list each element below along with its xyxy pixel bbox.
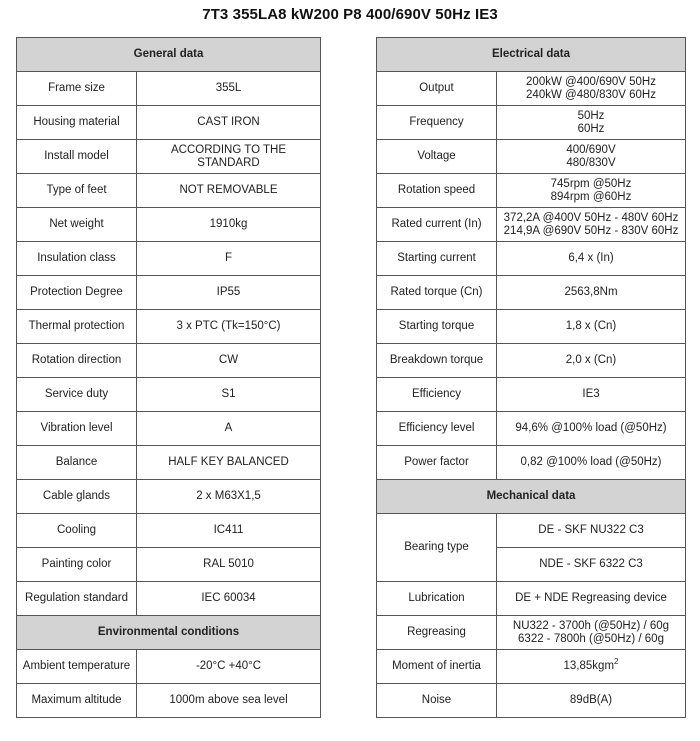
- noise-value: 89dB(A): [497, 684, 686, 718]
- table-row: [377, 208, 686, 242]
- thermal-protection-value: 3 x PTC (Tk=150°C): [137, 310, 321, 344]
- efficiency-value: IE3: [497, 378, 686, 412]
- table-row: [17, 276, 321, 310]
- power-factor-label: Power factor: [377, 446, 497, 480]
- electrical-data-header: Electrical data: [377, 38, 686, 72]
- breakdown-torque-label: Breakdown torque: [377, 344, 497, 378]
- output-value: [497, 72, 686, 106]
- table-row: [377, 378, 686, 412]
- table-row: [17, 174, 321, 208]
- table-row: [377, 276, 686, 310]
- regreasing-value-line-1: NU322 - 3700h (@50Hz) / 60g: [512, 619, 670, 632]
- ambient-temperature-label: Ambient temperature: [17, 650, 137, 684]
- table-row: [17, 106, 321, 140]
- rated-current-in-value: [497, 208, 686, 242]
- regreasing-label: Regreasing: [377, 616, 497, 650]
- table-row: [17, 344, 321, 378]
- table-row: [17, 684, 321, 718]
- table-row: [17, 514, 321, 548]
- rated-torque-cn-label: Rated torque (Cn): [377, 276, 497, 310]
- install-model-label: Install model: [17, 140, 137, 174]
- regulation-standard-value: IEC 60034: [137, 582, 321, 616]
- table-row: [17, 650, 321, 684]
- output-value-line-1: 200kW @400/690V 50Hz: [526, 75, 656, 88]
- bearing-type-label: Bearing type: [377, 514, 497, 582]
- table-row: [377, 446, 686, 480]
- service-duty-value: S1: [137, 378, 321, 412]
- starting-torque-value: 1,8 x (Cn): [497, 310, 686, 344]
- frequency-label: Frequency: [377, 106, 497, 140]
- table-row: [17, 378, 321, 412]
- protection-degree-value: IP55: [137, 276, 321, 310]
- cable-glands-label: Cable glands: [17, 480, 137, 514]
- power-factor-value: 0,82 @100% load (@50Hz): [497, 446, 686, 480]
- table-row: [377, 106, 686, 140]
- general-data-table: [16, 37, 321, 718]
- table-row: [17, 480, 321, 514]
- starting-torque-label: Starting torque: [377, 310, 497, 344]
- table-row: [377, 616, 686, 650]
- table-row: [17, 72, 321, 106]
- table-row: [377, 242, 686, 276]
- table-row: [17, 208, 321, 242]
- starting-current-label: Starting current: [377, 242, 497, 276]
- table-row: [17, 548, 321, 582]
- bearing-type-nde-value: NDE - SKF 6322 C3: [497, 548, 686, 582]
- table-row: [377, 650, 686, 684]
- rated-current-in-value-line-1: 372,2A @400V 50Hz - 480V 60Hz: [503, 211, 679, 224]
- cooling-value: IC411: [137, 514, 321, 548]
- efficiency-label: Efficiency: [377, 378, 497, 412]
- moment-of-inertia-unit-exponent: 2: [614, 657, 619, 667]
- environmental-conditions-header: Environmental conditions: [17, 616, 321, 650]
- table-row: [17, 446, 321, 480]
- starting-current-value: 6,4 x (In): [497, 242, 686, 276]
- rotation-direction-value: CW: [137, 344, 321, 378]
- frame-size-label: Frame size: [17, 72, 137, 106]
- maximum-altitude-label: Maximum altitude: [17, 684, 137, 718]
- output-label: Output: [377, 72, 497, 106]
- rotation-speed-value-line-1: 745rpm @50Hz: [550, 177, 632, 190]
- maximum-altitude-value: 1000m above sea level: [137, 684, 321, 718]
- protection-degree-label: Protection Degree: [17, 276, 137, 310]
- vibration-level-value: A: [137, 412, 321, 446]
- bearing-type-de-value: DE - SKF NU322 C3: [497, 514, 686, 548]
- voltage-value-line-1: 400/690V: [566, 143, 616, 156]
- cooling-label: Cooling: [17, 514, 137, 548]
- table-row: [377, 684, 686, 718]
- table-row: [17, 310, 321, 344]
- voltage-value-line-2: 480/830V: [566, 156, 616, 169]
- rotation-direction-label: Rotation direction: [17, 344, 137, 378]
- cable-glands-value: 2 x M63X1,5: [137, 480, 321, 514]
- table-row: [377, 310, 686, 344]
- table-row: [377, 174, 686, 208]
- rotation-speed-value: [497, 174, 686, 208]
- painting-color-value: RAL 5010: [137, 548, 321, 582]
- type-of-feet-value: NOT REMOVABLE: [137, 174, 321, 208]
- regreasing-value: [497, 616, 686, 650]
- electrical-data-header-row: [377, 38, 686, 72]
- moment-of-inertia-number: 13,85kgm: [563, 660, 615, 672]
- output-value-line-2: 240kW @480/830V 60Hz: [526, 88, 656, 101]
- balance-label: Balance: [17, 446, 137, 480]
- type-of-feet-label: Type of feet: [17, 174, 137, 208]
- efficiency-level-label: Efficiency level: [377, 412, 497, 446]
- table-row: [17, 242, 321, 276]
- moment-of-inertia-value: [497, 650, 686, 684]
- vibration-level-label: Vibration level: [17, 412, 137, 446]
- insulation-class-label: Insulation class: [17, 242, 137, 276]
- regreasing-value-line-2: 6322 - 7800h (@50Hz) / 60g: [518, 632, 664, 645]
- install-model-value: ACCORDING TO THE STANDARD: [137, 140, 321, 174]
- net-weight-label: Net weight: [17, 208, 137, 242]
- rated-current-in-label: Rated current (In): [377, 208, 497, 242]
- voltage-value: [497, 140, 686, 174]
- frequency-value-line-1: 50Hz: [577, 109, 605, 122]
- net-weight-value: 1910kg: [137, 208, 321, 242]
- moment-of-inertia-label: Moment of inertia: [377, 650, 497, 684]
- rated-torque-cn-value: 2563,8Nm: [497, 276, 686, 310]
- general-data-header: General data: [17, 38, 321, 72]
- table-row: [377, 412, 686, 446]
- breakdown-torque-value: 2,0 x (Cn): [497, 344, 686, 378]
- frame-size-value: 355L: [137, 72, 321, 106]
- table-row: [377, 582, 686, 616]
- table-row: [377, 140, 686, 174]
- table-row: [377, 344, 686, 378]
- balance-value: HALF KEY BALANCED: [137, 446, 321, 480]
- table-row: [377, 72, 686, 106]
- rotation-speed-label: Rotation speed: [377, 174, 497, 208]
- frequency-value-line-2: 60Hz: [577, 122, 605, 135]
- mechanical-data-header: Mechanical data: [377, 480, 686, 514]
- lubrication-label: Lubrication: [377, 582, 497, 616]
- table-row: [17, 140, 321, 174]
- ambient-temperature-value: -20°C +40°C: [137, 650, 321, 684]
- environmental-conditions-header-row: [17, 616, 321, 650]
- housing-material-value: CAST IRON: [137, 106, 321, 140]
- painting-color-label: Painting color: [17, 548, 137, 582]
- frequency-value: [497, 106, 686, 140]
- lubrication-value: DE + NDE Regreasing device: [497, 582, 686, 616]
- table-row: [17, 412, 321, 446]
- table-row: [17, 582, 321, 616]
- service-duty-label: Service duty: [17, 378, 137, 412]
- regulation-standard-label: Regulation standard: [17, 582, 137, 616]
- general-data-header-row: [17, 38, 321, 72]
- insulation-class-value: F: [137, 242, 321, 276]
- page-title: 7T3 355LA8 kW200 P8 400/690V 50Hz IE3: [202, 6, 498, 23]
- noise-label: Noise: [377, 684, 497, 718]
- electrical-data-table: [376, 37, 686, 718]
- table-row: [377, 514, 686, 548]
- rated-current-in-value-line-2: 214,9A @690V 50Hz - 830V 60Hz: [503, 224, 679, 237]
- thermal-protection-label: Thermal protection: [17, 310, 137, 344]
- voltage-label: Voltage: [377, 140, 497, 174]
- efficiency-level-value: 94,6% @100% load (@50Hz): [497, 412, 686, 446]
- mechanical-data-header-row: [377, 480, 686, 514]
- rotation-speed-value-line-2: 894rpm @60Hz: [550, 190, 632, 203]
- housing-material-label: Housing material: [17, 106, 137, 140]
